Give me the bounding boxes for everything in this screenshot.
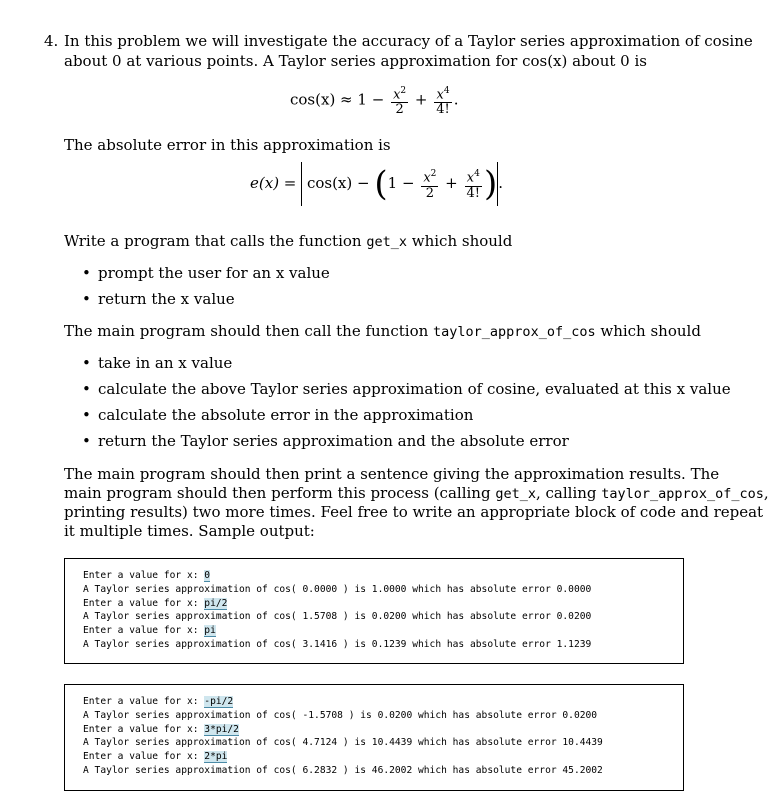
result-line: A Taylor series approximation of cos( 0.0000 ) is 1.0000 which has absolute error 0.0000 (83, 583, 592, 595)
fraction-x2-over-2: $\frac{x^2}{2}$ (393, 86, 407, 118)
list-item: • calculate the above Taylor series approximation of cosine, evaluated at this x value (82, 380, 731, 398)
final-para-line-2: main program should then perform this process (calling get_x, calling taylor_approx_of_cos, (64, 484, 769, 502)
final-para-line-1: The main program should then print a sentence giving the approximation results. The (64, 465, 720, 483)
fraction-x4-over-4fact: $\frac{x^4}{4!}$ (436, 86, 450, 118)
prompt-line: Enter a value for x: 2*pi (83, 751, 228, 763)
right-paren: ) (484, 164, 498, 204)
list-item: • take in an x value (82, 354, 233, 372)
prompt-line: Enter a value for x: pi/2 (83, 597, 228, 609)
write-program-line: Write a program that calls the function get_x which should (64, 232, 513, 250)
user-input: 2*pi (204, 751, 228, 763)
list-item: • return the x value (82, 290, 235, 308)
sample-output-box-2 (64, 684, 684, 791)
prompt-line: Enter a value for x: 3*pi/2 (83, 723, 239, 735)
intro-line-1: In this problem we will investigate the accuracy of a Taylor series approximation of cosine (64, 32, 753, 50)
result-line: A Taylor series approximation of cos( 3.1416 ) is 0.1239 which has absolute error 1.1239 (83, 638, 592, 650)
main-call-line: The main program should then call the function taylor_approx_of_cos which should (64, 322, 701, 340)
left-paren: ( (374, 164, 388, 204)
abs-bar-left (301, 162, 302, 206)
error-formula: e(x) = cos(x) − (1 − $\frac{x^2}{2}$ + $\frac{x^4}{4!}$ ). (250, 164, 504, 204)
list-item: • return the Taylor series approximation and the absolute error (82, 432, 569, 450)
sample-output-box-1 (64, 558, 684, 664)
prompt-line: Enter a value for x: -pi/2 (83, 696, 234, 707)
user-input: pi (204, 625, 216, 637)
user-input: -pi/2 (204, 696, 234, 707)
user-input: 0 (204, 570, 211, 581)
final-para-line-3: printing results) two more times. Feel free to write an appropriate block of code and repeat (64, 503, 764, 521)
user-input: pi/2 (204, 597, 228, 609)
fraction-x2-over-2-b: $\frac{x^2}{2}$ (423, 169, 437, 201)
list-item: • calculate the absolute error in the approximation (82, 406, 474, 424)
fraction-x4-over-4fact-b: $\frac{x^4}{4!}$ (466, 169, 481, 201)
result-line: A Taylor series approximation of cos( 1.5708 ) is 0.0200 which has absolute error 0.0200 (83, 611, 592, 623)
intro-line-2: about 0 at various points. A Taylor series approximation for cos(x) about 0 is (64, 52, 647, 70)
prompt-line: Enter a value for x: pi (83, 625, 216, 637)
problem-number: 4. (44, 32, 59, 50)
abs-error-intro: The absolute error in this approximation is (64, 136, 391, 154)
user-input: 3*pi/2 (204, 723, 239, 735)
prompt-line: Enter a value for x: 0 (83, 570, 211, 581)
result-line: A Taylor series approximation of cos( 6.2832 ) is 46.2002 which has absolute error 45.2002 (83, 764, 603, 776)
taylor-formula: cos(x) ≈ 1 − $\frac{x^2}{2}$ + $\frac{x^4}{4!}$ . (290, 86, 459, 118)
list-item: • prompt the user for an x value (82, 264, 330, 282)
func-get-x: get_x (366, 234, 407, 250)
final-para-line-4: it multiple times. Sample output: (64, 522, 315, 540)
formula-lhs: cos(x) ≈ 1 − (290, 90, 385, 109)
result-line: A Taylor series approximation of cos( -1.5708 ) is 0.0200 which has absolute error 0.0200 (83, 709, 598, 721)
result-line: A Taylor series approximation of cos( 4.7124 ) is 10.4439 which has absolute error 10.4439 (83, 737, 603, 749)
func-taylor: taylor_approx_of_cos (433, 324, 596, 340)
